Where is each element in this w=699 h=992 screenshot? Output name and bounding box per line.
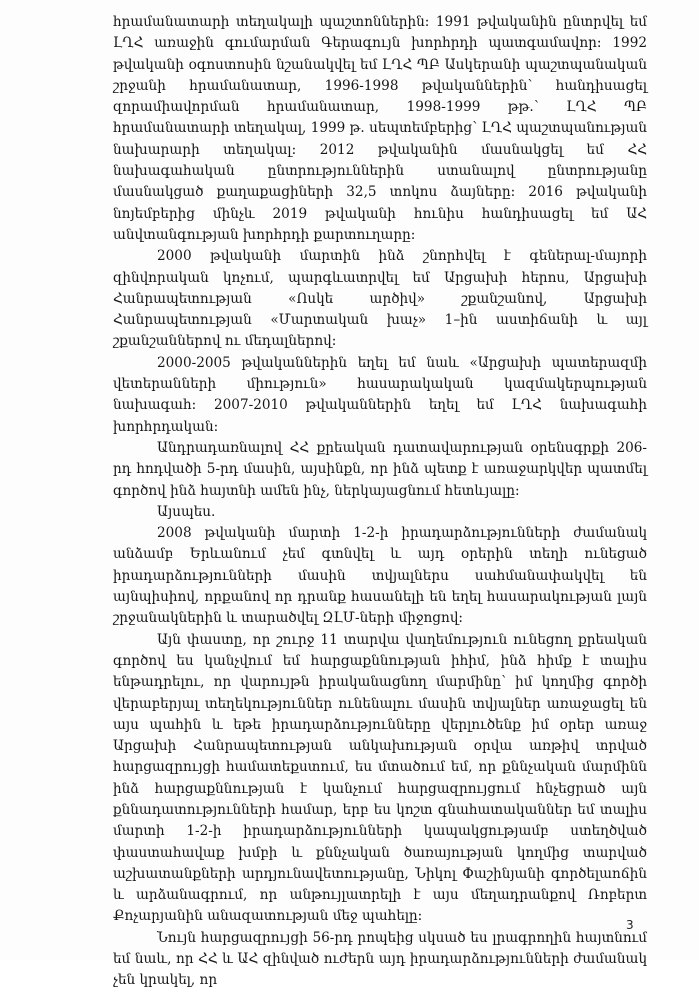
- paragraph-awards: 2000 թվականի մարտին ինձ շնորհվել է գեներալ-մայորի զինվորական կոչում, պարգևատրվել եմ Արցախի հերոս, Արցախի Հանրապետության «Ոսկե արծիվ» շքանշանով, Արցախի Հանրապետության «Մարտական խաչ» 1–ին աստիճանի և այլ շքանշաններով ու մեդալներով:: [113, 248, 647, 350]
- paragraph-interview-context: Այն փաստը, որ շուրջ 11 տարվա վաղեմություն ունեցող քրեական գործով ես կանչվում եմ հարցաքննության իհիմ, ինձ հիմք է տալիս ենթադրելու, որ վարույթն իրականացնող մարմինը՝ իմ կողմից գործի վերաբերյալ տեղեկություններ ունենալու մասին տվյալներ առաջացել են այս պահին և եթե իրադարձությունները վերլուծենք իմ օրեր առաջ Արցախի Հանրապետության անկախության օրվա առթիվ տրված հարցազրույցի համատեքստում, ես մտածում եմ, որ քննչական մարմինն ինձ հարցաքննության է կանչում հարցազրույցում հնչեցրած այն քննադատությունների համար, երբ ես կոշտ գնահատականներ եմ տալիս մարտի 1-2-ի իրադարձությունների կապակցությամբ ստեղծված փաստահավաք խմբի և քննչական ծառայության կողմից տարված աշխատանքների արդյունավետությանը, Նիկոլ Փաշինյանի գործելաոճին և արձանագրում, որ անթույլատրելի է այս մեղադրանքով Ռոբերտ Քոչարյանին անազատության մեջ պահելը:: [113, 631, 647, 925]
- paragraph-march-2008: 2008 թվականի մարտի 1-2-ի իրադարձությունների ժամանակ անձամբ Երևանում չեմ գտնվել և այդ օրերին տեղի ունեցած իրադարձությունների մասին տվյալներս սահմանափակվել են այնպիսիով, որքանով որ դրանք հասանելի են եղել հասարակության լայն շրջանակներին և տարածվել ԶԼՄ-ների միջոցով:: [113, 525, 647, 627]
- paragraph-interview-56-minute: Նույն հարցազրույցի 56-րդ րոպեից սկսած ես լրագրողին հայտնում եմ նաև, որ ՀՀ և ԱՀ զինված ուժերն այդ իրադարձությունների ժամանակ չեն կրակել, որ: [113, 929, 647, 989]
- paragraph-biography-continued: հրամանատարի տեղակալի պաշտոններին: 1991 թվականին ընտրվել եմ ԼՂՀ առաջին գումարման Գերագույն խորհրդի պատգամավոր: 1992 թվականի օգոստոսին նշանակվել եմ ԼՂՀ ՊԲ Ասկերանի պաշտպանական շրջանի հրամանատար, 1996-1998 թվականներին՝ հանդիսացել զորամիավորման հրամանատար, 1998-1999 թթ.՝ ԼՂՀ ՊԲ հրամանատարի տեղակալ, 1999 թ. սեպտեմբերից՝ ԼՂՀ պաշտպանության նախարարի տեղակալ: 2012 թվականին մասնակցել եմ ՀՀ նախագահական ընտրություններին ստանալով ընտրությանը մասնակցած քաղաքացիների 32,5 տոկոս ձայները: 2016 թվականի նոյեմբերից մինչև 2019 թվականի հունիս հանդիսացել եմ ԱՀ անվտանգության խորհրդի քարտուղարը:: [113, 14, 647, 243]
- document-body: [113, 12, 647, 992]
- paragraph-criminal-procedure: Անդրադառնալով ՀՀ քրեական դատավարության օրենսգրքի 206-րդ հոդվածի 5-րդ մասին, այսինքն, որ ինձ պետք է առաջարկվեր պատմել գործով ինձ հայտնի ամեն ինչ, ներկայացնում հետևյալը:: [113, 439, 647, 499]
- paragraph-thus: Այսպես.: [157, 503, 216, 520]
- paragraph-veterans-union: 2000-2005 թվականներին եղել եմ նաև «Արցախի պատերազմի վետերանների միություն» հասարակական կազմակերպության նախագահ: 2007-2010 թվականներին եղել եմ ԼՂՀ նախագահի խորհրդական:: [113, 354, 647, 435]
- page-number: 3: [626, 918, 634, 932]
